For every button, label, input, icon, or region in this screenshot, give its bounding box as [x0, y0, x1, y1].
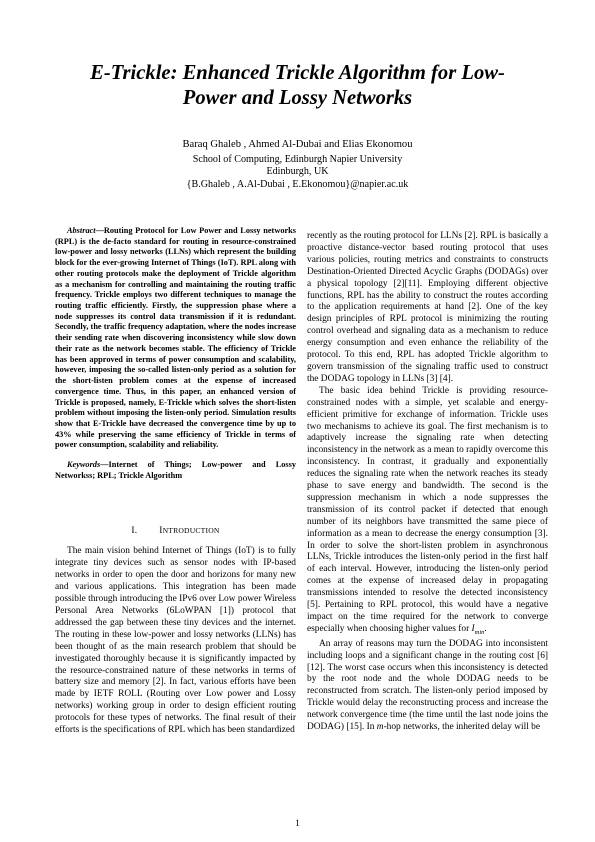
author-block [60, 139, 535, 191]
intro-paragraph-2-text: The basic idea behind Trickle is providing resource-constrained nodes with a simple, yet scalable and energy-efficient primitive for exchange of information. Trickle uses two mechanisms to achieve its goal. The first mechanism is to adaptively increase the signaling rate when detecting inconsistency in the network as a mean to rapidly overcome this inconsistency. In contrast, it gradually and exponentially reduces the signaling rate when the network reaches its steady phase to save energy and bandwidth. The second is the suppression mechanism in which a node suppresses the transmission of its control packet if detected that enough number of its neighbors have transmitted the same piece of information as a mean to decrease the energy consumption [3]. In order to solve the short-listen problem in asynchronous LLNs, Trickle introduces the listen-only period in the first half of each interval. However, introducing the listen-only period comes at the expense of increased delay in propagating transmissions intended to resolve the detected inconsistency [5]. Pertaining to RPL protocol, this would have a negative impact on the time required for the network to converge especially when choosing higher values for [307, 385, 548, 634]
m-hop-variable: m [376, 722, 384, 733]
intro-paragraph-2-end: . [484, 623, 487, 634]
imin-variable: I [471, 623, 475, 634]
abstract-label: Abstract [67, 226, 96, 235]
author-names: Baraq Ghaleb , Ahmed Al-Dubai and Elias Ekonomou [182, 139, 413, 150]
keywords-label: Keywords [67, 460, 101, 470]
intro-paragraph-3-end: -hop networks, the inherited delay will be [383, 722, 541, 733]
intro-paragraph-1-cont: recently as the routing protocol for LLNs [2]. RPL is basically a proactive distance-vector based routing protocol that uses various policies, routing metrics and constraints to constructs Destination-Oriented Directed Acyclic Graphs (DODAGs) over a physical topology [2][11]. Employing different objective functions, RPL has the ability to construct the routes according to the application requirements at hand [2]. One of the key design principles of RPL protocol is minimizing the routing control overhead and signaling data as a mechanism to reduce energy consumption and even enhance the reliability of the protocol. To this end, RPL has adopted Trickle algorithm to govern transmission of the signaling traffic used to construct the DODAG topology in LLNs [3] [4]. [307, 231, 548, 384]
affiliation: School of Computing, Edinburgh Napier University [192, 153, 403, 165]
intro-paragraph-3 [307, 639, 548, 734]
abstract-text: —Routing Protocol for Low Power and Lossy networks (RPL) is the de-facto standard for routing in resource-constrained low-power and lossy networks (LLNs) which represent the building block for the ever-growing Internet of Things (IoT). RPL along with other routing protocols make the deployment of Trickle algorithm as a mechanism for controlling and maintaining the routing traffic frequency. Trickle employs two different techniques to manage the routing traffic efficiently. Firstly, the suppression phase where a node suppresses its control data transmission if it is redundant. Secondly, the traffic frequency adaptation, where the nodes increase their sending rate when discovering inconsistency while slow down their rate as the network becomes stable. The efficiency of Trickle has been approved in terms of power consumption and scalability, however, imposing the so-called listen-only period as a solution for the short-listen problem comes at the expense of increased convergence time. Thus, in this paper, an enhanced version of Trickle is proposed, namely, E-Trickle which solves the short-listen problem without imposing the listen-only period. Simulation results show that E-Trickle have decreased the convergence time by up to 43% while preserving the same efficiency of Trickle in terms of power consumption, scalability and reliability. [55, 226, 296, 450]
section-title-rest: NTRODUCTION [162, 525, 220, 535]
section-heading-introduction [55, 525, 296, 538]
intro-paragraph-2 [307, 386, 548, 639]
abstract [55, 226, 296, 451]
location: Edinburgh, UK [266, 166, 329, 177]
section-number: I. [131, 525, 138, 536]
page-number: 1 [295, 819, 300, 829]
title-line-2: Power and Lossy Networks [182, 87, 413, 109]
paper-title [50, 61, 545, 111]
title-line-1: E-Trickle: Enhanced Trickle Algorithm for Low- [90, 62, 505, 84]
right-column [307, 231, 548, 734]
imin-subscript: min [474, 628, 485, 636]
author-emails: {B.Ghaleb , A.Al-Dubai , E.Ekonomou}@napier.ac.uk [186, 178, 409, 190]
keywords-text: —Internet of Things; Low-power and Lossy Networkss; RPL; Trickle Algorithm [55, 460, 296, 480]
keywords [55, 460, 296, 481]
intro-paragraph-1: The main vision behind Internet of Things (IoT) is to fully integrate tiny devices such as sensor nodes with IP-based networks in order to open the door and horizons for many new and various applications. This integration has been made possible through introducing the IPv6 over Low power Wireless Personal Area Networks (6LoWPAN [1]) protocol that addressed the gap between these tiny devices and the internet. The routing in these low-power and lossy networks (LLNs) has been thought of as the main research problem that should be investigated thoroughly because it is significantly impacted by the resource-constrained nature of these networks in terms of battery size and memory [2]. In fact, various efforts have been made by IETF ROLL (Routing over Low power and Lossy networks) working group in order to design efficient routing protocols for these types of networks. The final result of their efforts is the specifications of RPL which has been standardized [55, 546, 296, 736]
left-column [55, 226, 296, 737]
intro-paragraph-3-text: An array of reasons may turn the DODAG into inconsistent including loops and a significant change in the routing cost [6] [12]. The worst case occurs when this inconsistency is detected by the root node and the whole DODAG needs to be reconstructed from scratch. The listen-only period imposed by Trickle would delay the reconstructing process and increase the network convergence time (the time until the last node joins the DODAG) [15]. In [307, 638, 548, 733]
section-title-initial: I [159, 525, 163, 536]
